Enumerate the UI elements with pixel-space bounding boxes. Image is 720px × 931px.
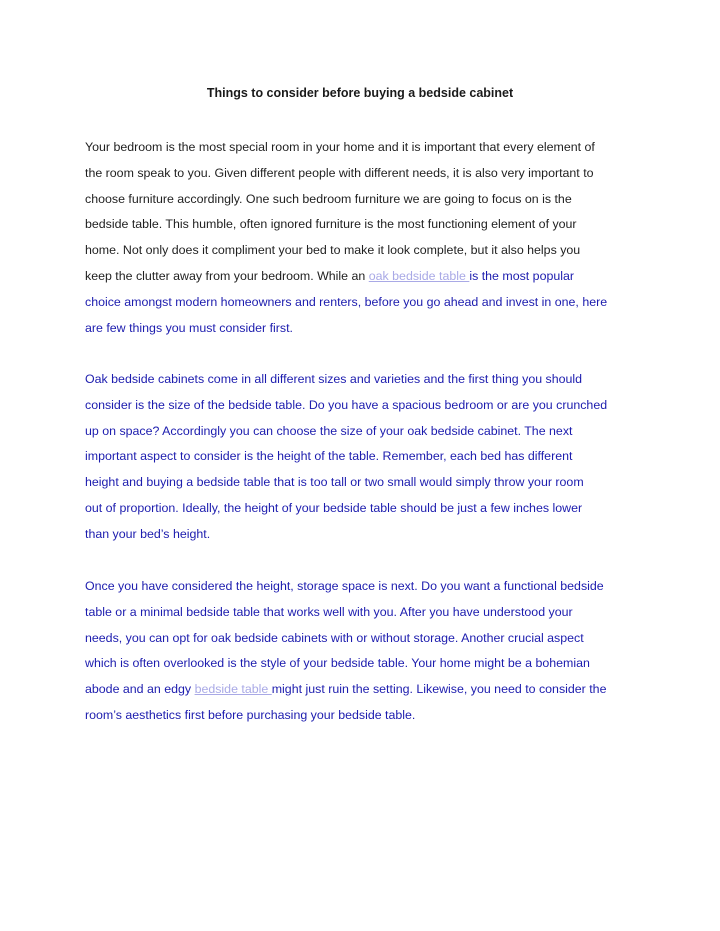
- paragraph-line: height and buying a bedside table that is too tall or two small would simply throw your room: [85, 475, 584, 490]
- paragraph-line: bedside table. This humble, often ignored furniture is the most functioning element of your: [85, 217, 577, 232]
- paragraph-line: Your bedroom is the most special room in your home and it is important that every element of: [85, 140, 595, 154]
- paragraph-line: out of proportion. Ideally, the height of your bedside table should be just a few inches lower: [85, 500, 583, 515]
- paragraph-line: up on space? Accordingly you can choose the size of your oak bedside cabinet. The next: [85, 423, 573, 438]
- paragraph-line: needs, you can opt for oak bedside cabinets with or without storage. Another crucial aspect: [85, 630, 584, 645]
- paragraph-line: consider is the size of the bedside table. Do you have a spacious bedroom or are you crunched: [85, 397, 608, 412]
- paragraph-size: [85, 367, 645, 548]
- paragraph-line: room’s aesthetics first before purchasing your bedside table.: [85, 707, 416, 722]
- paragraph-line: Once you have considered the height, storage space is next. Do you want a functional bedside: [85, 579, 604, 593]
- paragraph-line: which is often overlooked is the style of your bedside table. Your home might be a bohemian: [85, 656, 590, 671]
- paragraph-line: than your bed’s height.: [85, 526, 211, 541]
- paragraph-line: [85, 677, 645, 703]
- document-title: Things to consider before buying a bedside cabinet: [206, 86, 514, 100]
- bedside-table-link[interactable]: bedside table: [194, 682, 272, 697]
- paragraph-line: home. Not only does it compliment your bed to make it look complete, but it also helps you: [85, 243, 581, 258]
- paragraph-line: important aspect to consider is the height of the table. Remember, each bed has different: [85, 449, 573, 464]
- paragraph-line: the room speak to you. Given different people with different needs, it is also very important to: [85, 165, 594, 180]
- paragraph-line: [85, 264, 645, 290]
- paragraph-intro: [85, 135, 645, 341]
- text-run: keep the clutter away from your bedroom. While an: [85, 268, 369, 283]
- paragraph-line: Oak bedside cabinets come in all different sizes and varieties and the first thing you should: [85, 372, 583, 386]
- paragraph-line: choose furniture accordingly. One such bedroom furniture we are going to focus on is the: [85, 191, 572, 206]
- text-run: abode and an edgy: [85, 682, 195, 697]
- paragraph-line: choice amongst modern homeowners and renters, before you go ahead and invest in one, here: [85, 294, 608, 309]
- text-run: might just ruin the setting. Likewise, you need to consider the: [271, 682, 607, 697]
- paragraph-line: are few things you must consider first.: [85, 320, 293, 335]
- oak-bedside-table-link[interactable]: oak bedside table: [368, 268, 470, 283]
- paragraph-line: table or a minimal bedside table that works well with you. After you have understood your: [85, 604, 573, 619]
- text-run: is the most popular: [469, 268, 575, 283]
- paragraph-storage: [85, 574, 645, 729]
